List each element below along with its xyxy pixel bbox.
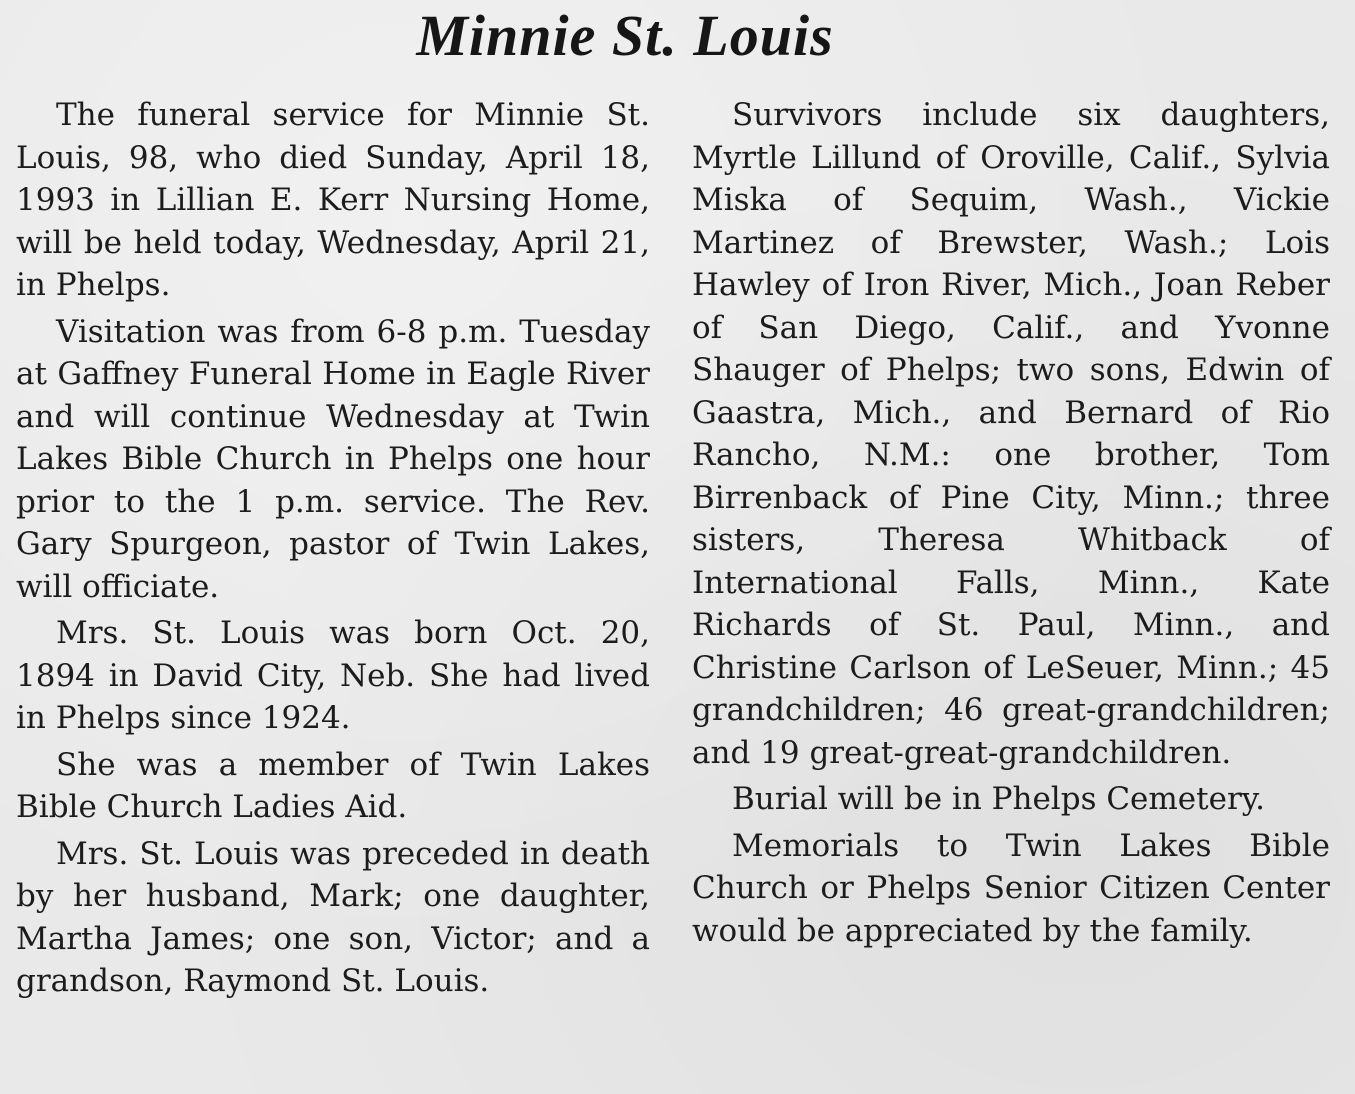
paragraph-burial: Burial will be in Phelps Cemetery. <box>732 781 1266 817</box>
obituary-title: Minnie St. Louis <box>416 3 834 68</box>
right-column <box>692 94 1330 956</box>
left-column <box>16 94 650 1007</box>
paragraph-birth: Mrs. St. Louis was born Oct. 20, 1894 in David City, Neb. She had lived in Phelps since 1924. <box>16 615 650 736</box>
paragraph-survivors: Survivors include six daughters, Myrtle Lillund of Oroville, Calif., Sylvia Miska of Sequim, Wash., Vickie Martinez of Brewster, Wash.; Lois Hawley of Iron River, Mich., Joan Reber of San Diego, Calif., and Yvonne Shauger of Phelps; two sons, Edwin of Gaastra, Mich., and Bernard of Rio Rancho, N.M.: one brother, Tom Birrenback of Pine City, Minn.; three sisters, Theresa Whitback of International Falls, Minn., Kate Richards of St. Paul, Minn., and Christine Carlson of LeSeuer, Minn.; 45 grandchildren; 46 great-grandchildren; and 19 great-great-grandchildren. <box>692 97 1330 771</box>
paragraph-funeral-service: The funeral service for Minnie St. Louis, 98, who died Sunday, April 18, 1993 in Lillian E. Kerr Nursing Home, will be held today, Wednesday, April 21, in Phelps. <box>16 97 650 303</box>
paragraph-membership: She was a member of Twin Lakes Bible Church Ladies Aid. <box>16 746 650 825</box>
paragraph-memorials: Memorials to Twin Lakes Bible Church or Phelps Senior Citizen Center would be appreciated by the family. <box>692 827 1330 949</box>
paragraph-preceded-in-death: Mrs. St. Louis was preceded in death by her husband, Mark; one daughter, Martha James; one son, Victor; and a grandson, Raymond St. Louis. <box>16 835 650 999</box>
paragraph-visitation: Visitation was from 6-8 p.m. Tuesday at Gaffney Funeral Home in Eagle River and will continue Wednesday at Twin Lakes Bible Church in Phelps one hour prior to the 1 p.m. service. The Rev. Gary Spurgeon, pastor of Twin Lakes, will officiate. <box>16 313 650 605</box>
